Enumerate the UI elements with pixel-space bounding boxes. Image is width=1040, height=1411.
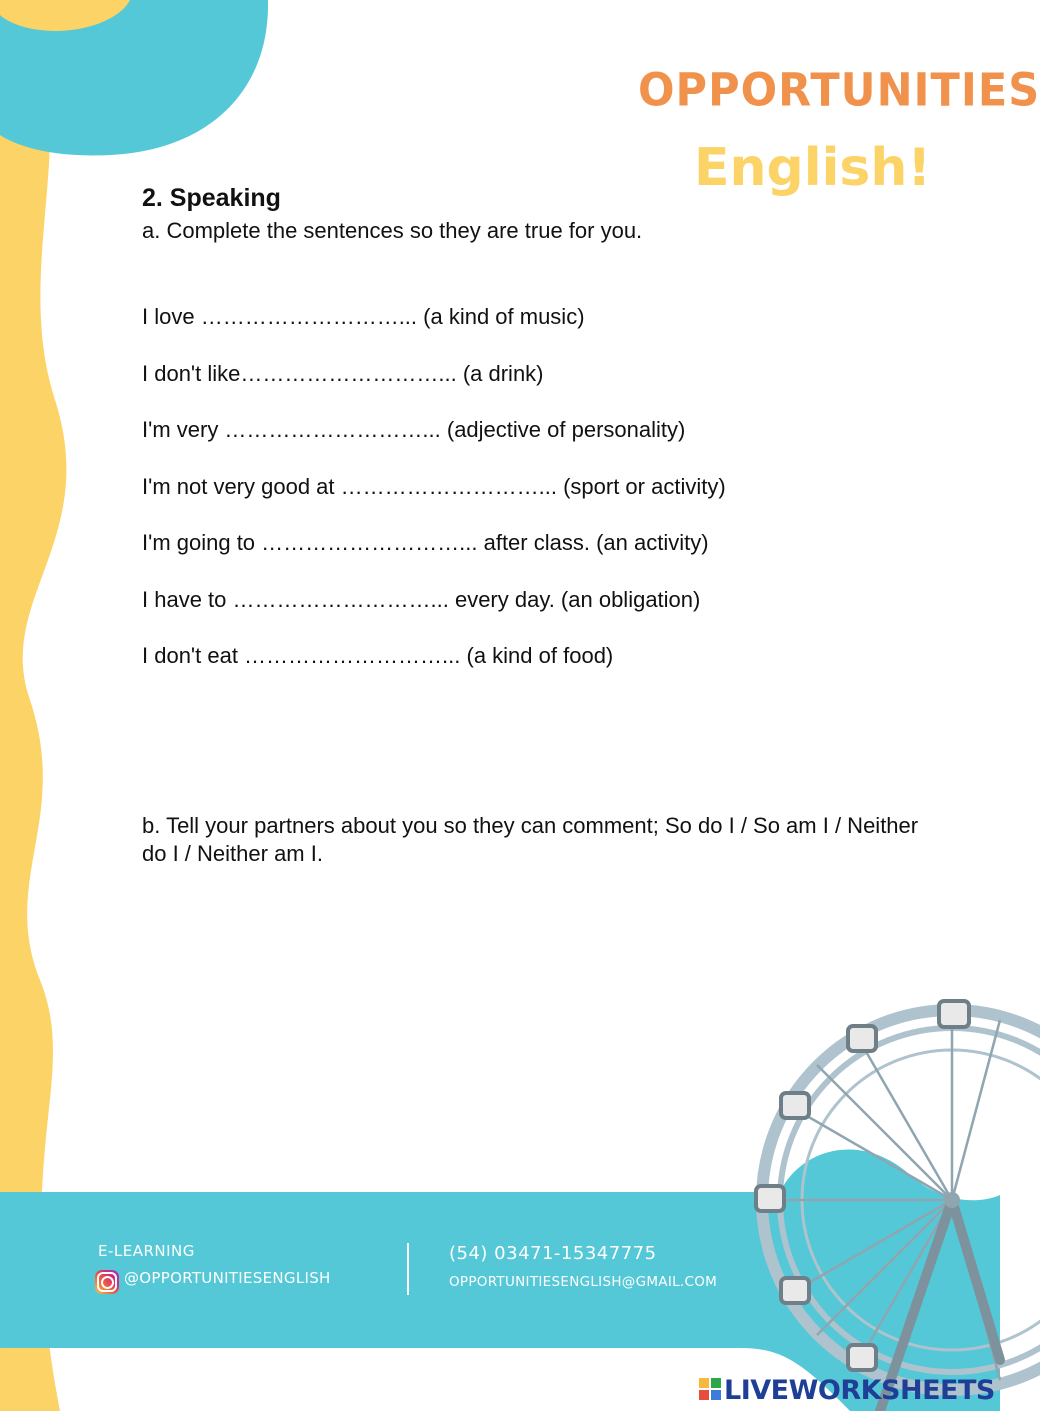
brand-logo-subtitle: English! — [694, 138, 932, 198]
instagram-icon — [95, 1270, 119, 1294]
instruction-a: a. Complete the sentences so they are true for you. — [142, 218, 643, 243]
sentence-list — [142, 303, 726, 699]
footer-elearning-label: E-LEARNING — [98, 1242, 195, 1260]
footer-phone[interactable]: (54) 03471-15347775 — [449, 1243, 657, 1264]
sentence-item: I don't like………………………... (a drink) — [142, 360, 544, 386]
footer-email[interactable]: OPPORTUNITIESENGLISH@GMAIL.COM — [449, 1274, 718, 1290]
sentence-item: I'm going to ………………………... after class. (an activity) — [142, 530, 709, 555]
sentence-item: I love ………………………... (a kind of music) — [142, 304, 585, 329]
instruction-b: b. Tell your partners about you so they can comment; So do I / So am I / Neither do I / Neither am I. — [142, 813, 919, 866]
footer-instagram-handle[interactable]: @OPPORTUNITIESENGLISH — [124, 1269, 331, 1287]
section-title: 2. Speaking — [142, 184, 281, 212]
sentence-item: I have to ………………………... every day. (an obligation) — [142, 586, 701, 612]
brand-logo-title: OPPORTUNITIES — [638, 64, 1040, 118]
sentence-item: I don't eat ………………………... (a kind of food) — [142, 643, 614, 668]
sentence-item: I'm not very good at ………………………... (sport or activity) — [142, 473, 726, 499]
liveworksheets-logo-icon — [699, 1378, 721, 1400]
footer-divider — [407, 1243, 409, 1295]
sentence-item: I'm very ………………………... (adjective of personality) — [142, 417, 686, 442]
liveworksheets-watermark: LIVEWORKSHEETS — [724, 1375, 995, 1406]
